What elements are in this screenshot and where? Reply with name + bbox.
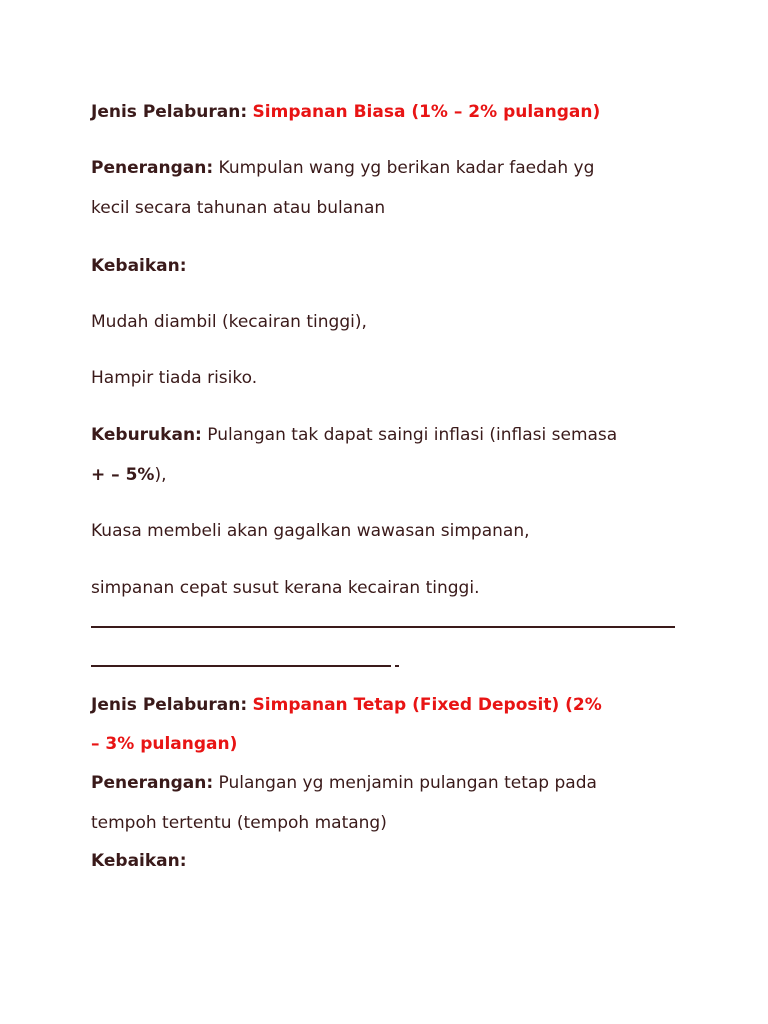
advantages-heading xyxy=(91,255,187,277)
disadvantages-line-1 xyxy=(91,424,617,446)
description-line-2 xyxy=(91,197,385,219)
advantage-text: Mudah diambil (kecairan tinggi), xyxy=(91,312,367,332)
advantage-item xyxy=(91,311,367,333)
description-line-2 xyxy=(91,812,387,834)
disadvantage-text: simpanan cepat susut kerana kecairan tinggi. xyxy=(91,578,480,598)
description-line-1 xyxy=(91,772,597,794)
separator-end xyxy=(395,665,399,667)
investment-type-value: Simpanan Tetap (Fixed Deposit) (2% xyxy=(252,695,602,715)
investment-type-line-1 xyxy=(91,101,600,123)
investment-type-label: Jenis Pelaburan: xyxy=(91,102,248,122)
disadvantage-item xyxy=(91,520,530,542)
investment-type-line-2 xyxy=(91,694,602,716)
advantages-heading xyxy=(91,850,187,872)
investment-type-value: Simpanan Biasa (1% – 2% pulangan) xyxy=(252,102,601,122)
inflation-rate: + – 5% xyxy=(91,465,155,485)
description-text: Pulangan yg menjamin pulangan tetap pada xyxy=(218,773,597,793)
separator-line-1 xyxy=(91,626,675,628)
disadvantages-line-2 xyxy=(91,464,167,486)
advantages-label: Kebaikan: xyxy=(91,256,187,276)
investment-type-line-2-cont xyxy=(91,733,237,755)
disadvantage-item xyxy=(91,577,479,599)
description-label: Penerangan: xyxy=(91,773,214,793)
description-text-cont: kecil secara tahunan atau bulanan xyxy=(91,198,386,218)
disadvantages-text: Pulangan tak dapat saingi inflasi (inflasi semasa xyxy=(207,425,618,445)
description-line-1 xyxy=(91,157,594,179)
description-text-cont: tempoh tertentu (tempoh matang) xyxy=(91,813,387,833)
advantage-text: Hampir tiada risiko. xyxy=(91,368,258,388)
disadvantage-text: Kuasa membeli akan gagalkan wawasan simpanan, xyxy=(91,521,530,541)
investment-type-label: Jenis Pelaburan: xyxy=(91,695,248,715)
advantage-item xyxy=(91,367,257,389)
disadvantages-tail: ), xyxy=(154,465,167,485)
description-label: Penerangan: xyxy=(91,158,214,178)
description-text: Kumpulan wang yg berikan kadar faedah yg xyxy=(218,158,595,178)
investment-type-value-cont: – 3% pulangan) xyxy=(91,734,238,754)
separator-line-2 xyxy=(91,665,391,667)
disadvantages-label: Keburukan: xyxy=(91,425,202,445)
advantages-label: Kebaikan: xyxy=(91,851,187,871)
